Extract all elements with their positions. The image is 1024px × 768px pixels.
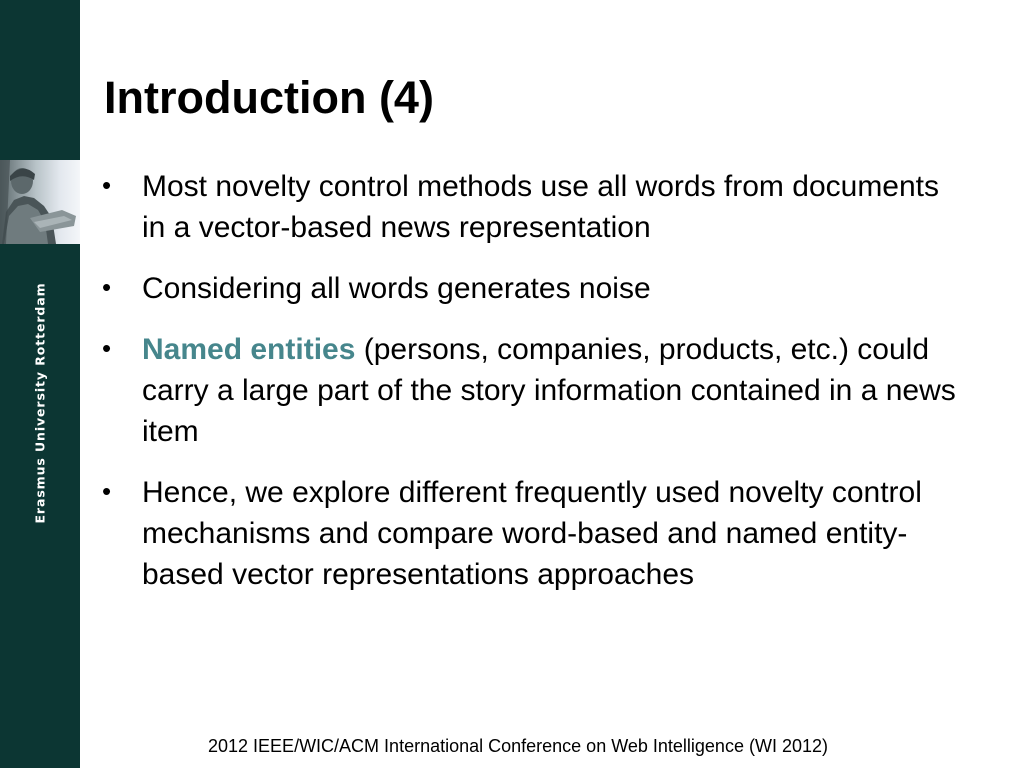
bullet-emphasis: Named entities	[142, 333, 356, 366]
slide-title: Introduction (4)	[104, 72, 434, 123]
statue-illustration	[0, 160, 80, 244]
conference-footer: 2012 IEEE/WIC/ACM International Conference on Web Intelligence (WI 2012)	[208, 736, 828, 756]
bullet-text: Most novelty control methods use all words from documents in a vector-based news representation	[142, 170, 940, 244]
bullet-text: Hence, we explore different frequently used novelty control mechanisms and compare word-based and named entity-based vector representations approaches	[142, 476, 922, 591]
bullet-marker: •	[102, 476, 112, 506]
bullet-marker: •	[102, 272, 112, 302]
erasmus-statue-image	[0, 160, 80, 244]
bullet-marker: •	[102, 170, 112, 200]
brand-sidebar	[0, 0, 80, 768]
bullet-item	[102, 472, 962, 595]
bullet-text: (persons, companies, products, etc.) could carry a large part of the story information contained in a news item	[142, 333, 956, 448]
bullet-marker: •	[102, 333, 112, 363]
university-name: Erasmus University Rotterdam	[32, 282, 48, 524]
bullet-item	[102, 166, 962, 248]
bullet-item	[102, 268, 962, 309]
bullet-list	[102, 166, 962, 615]
bullet-text: Considering all words generates noise	[142, 272, 651, 305]
bullet-item	[102, 329, 962, 452]
